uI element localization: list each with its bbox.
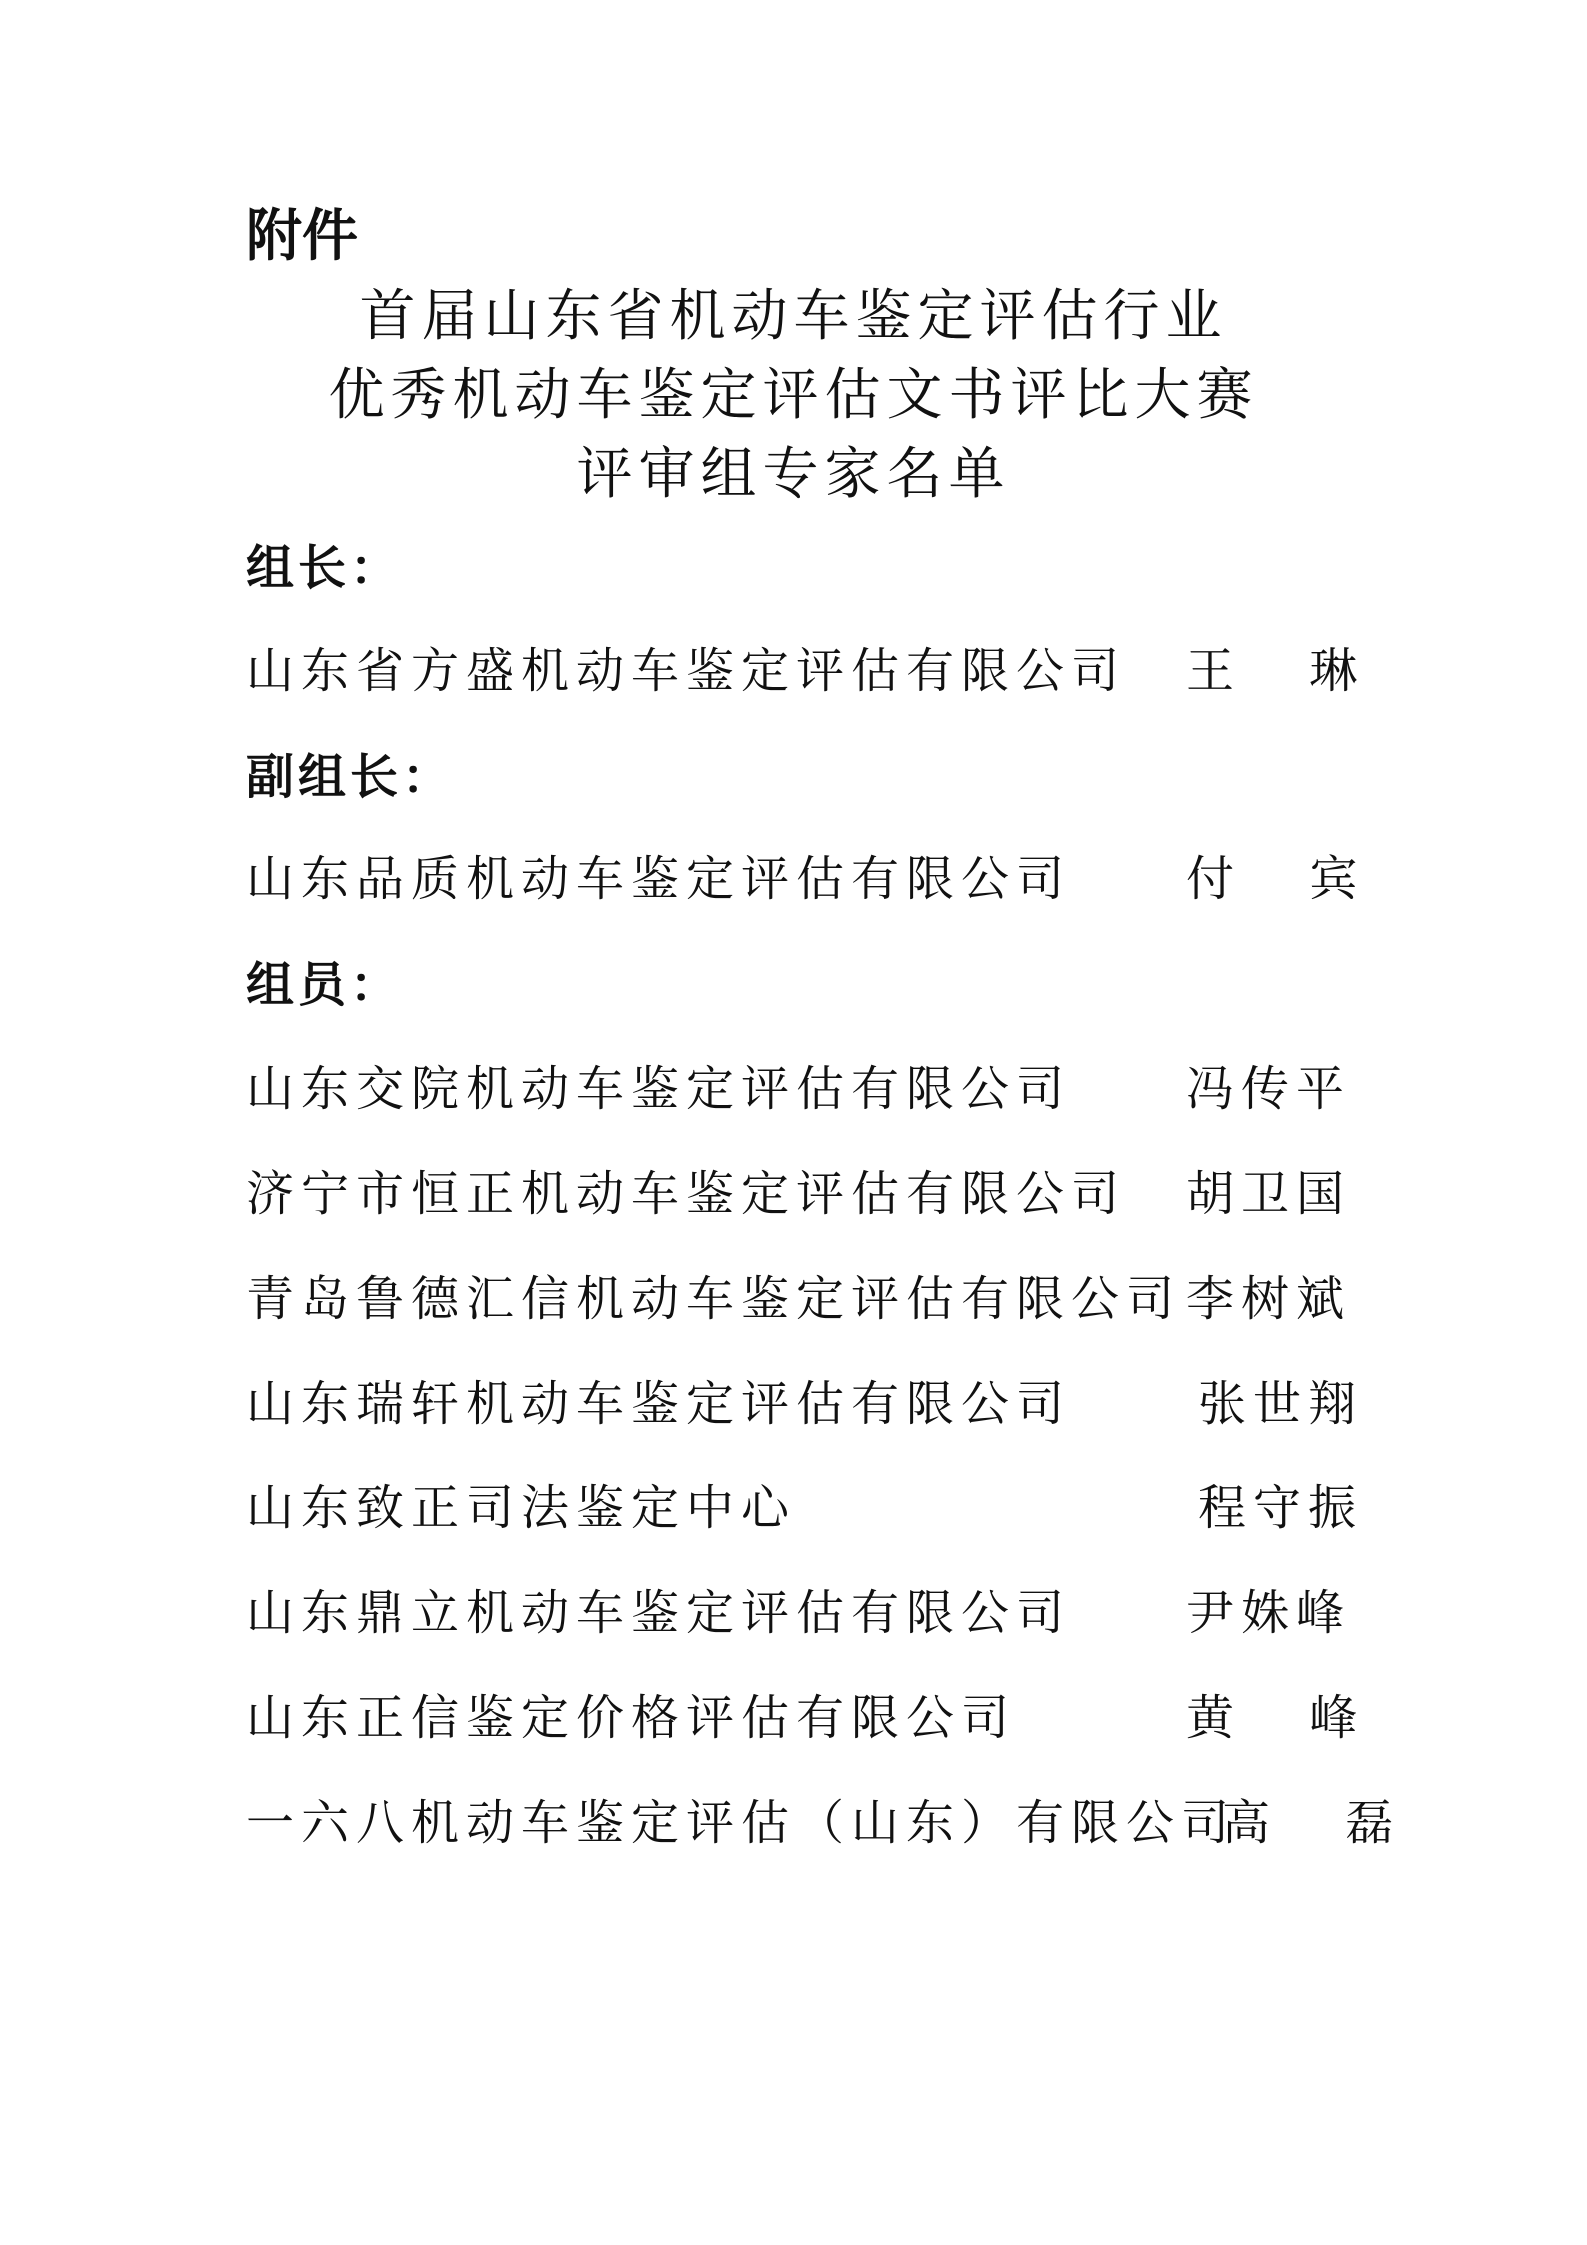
person-name: 高 磊 [1222,1795,1424,1851]
person-name: 王 琳 [1186,643,1388,699]
section-label-leader: 组长： [246,540,403,596]
list-item-member [246,1269,1366,1329]
organization-name: 山东鼎立机动车鉴定评估有限公司 [246,1585,1072,1641]
organization-name: 山东致正司法鉴定中心 [246,1480,797,1536]
section-label-deputy: 副组长： [246,749,455,805]
organization-name: 济宁市恒正机动车鉴定评估有限公司 [246,1166,1127,1222]
list-item-member [246,1164,1366,1224]
attachment-label: 附件 [246,204,358,269]
list-item-member [246,1478,1366,1538]
person-name: 冯传平 [1186,1061,1352,1117]
list-item-member [246,1059,1366,1119]
organization-name: 山东品质机动车鉴定评估有限公司 [246,851,1072,907]
list-item-member [246,1583,1366,1643]
list-item-member [246,1374,1366,1434]
list-item-deputy [246,849,1388,909]
section-label-members: 组员： [246,957,403,1013]
person-name: 程守振 [1198,1480,1364,1536]
title-line-3: 评审组专家名单 [576,442,1011,507]
person-name: 黄 峰 [1186,1690,1388,1746]
person-name: 李树斌 [1186,1271,1352,1327]
list-item-leader [246,641,1388,701]
organization-name: 青岛鲁德汇信机动车鉴定评估有限公司 [246,1271,1182,1327]
list-item-member [246,1793,1424,1853]
organization-name: 山东正信鉴定价格评估有限公司 [246,1690,1017,1746]
organization-name: 一六八机动车鉴定评估（山东）有限公司 [246,1795,1237,1851]
title-line-2: 优秀机动车鉴定评估文书评比大赛 [328,363,1259,428]
person-name: 付 宾 [1186,851,1388,907]
organization-name: 山东瑞轩机动车鉴定评估有限公司 [246,1376,1072,1432]
organization-name: 山东交院机动车鉴定评估有限公司 [246,1061,1072,1117]
organization-name: 山东省方盛机动车鉴定评估有限公司 [246,643,1127,699]
list-item-member [246,1688,1388,1748]
person-name: 张世翔 [1198,1376,1364,1432]
title-line-1: 首届山东省机动车鉴定评估行业 [359,284,1228,349]
person-name: 胡卫国 [1186,1166,1352,1222]
person-name: 尹姝峰 [1186,1585,1352,1641]
